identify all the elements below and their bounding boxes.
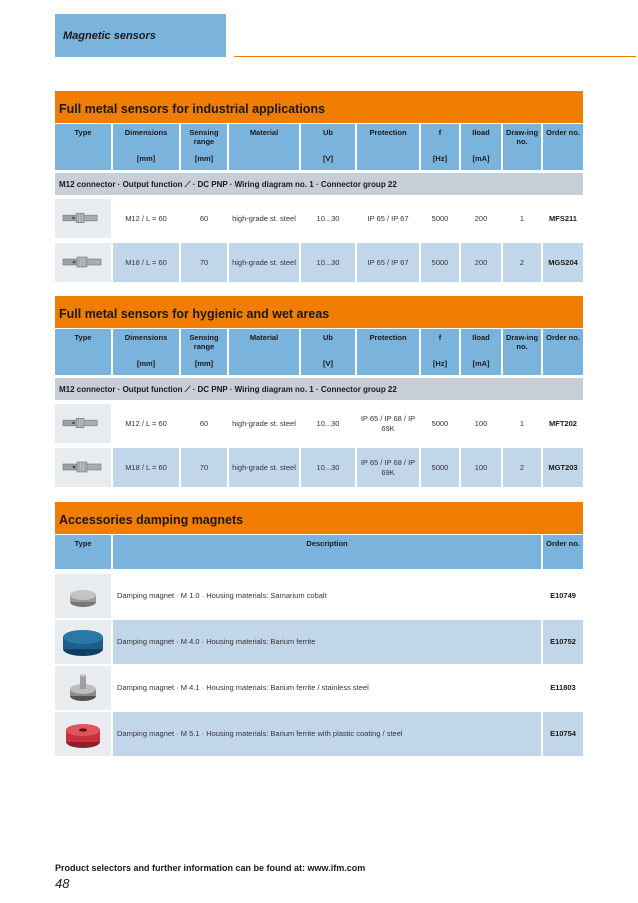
sensor-product-icon [62,416,100,435]
cell-frequency: 5000 [421,243,459,282]
column-header-type [55,124,111,170]
column-label: Description [306,539,348,548]
column-label: Draw-ing no. [505,333,539,351]
cell-order-no: E11803 [543,666,583,710]
product-image-cell [55,404,111,443]
column-unit: [V] [323,154,333,163]
column-label: f [438,333,442,342]
column-header-description [113,535,541,569]
column-unit: [Hz] [432,154,448,163]
product-image-cell [55,243,111,282]
column-header-dimensions [113,329,179,375]
column-header-sensing-range [181,124,227,170]
column-unit: [mm] [194,359,214,368]
product-image-cell [55,666,111,710]
section-header-tab [55,14,226,57]
column-header-dimensions [113,124,179,170]
column-label: Type [74,333,92,342]
column-label: Order no. [546,128,580,137]
column-header-drawing-no [503,124,541,170]
cell-ub: 10...30 [301,199,355,238]
cell-order-no: E10749 [543,574,583,618]
cell-order-no: E10752 [543,620,583,664]
cell-material: high-grade st. steel [229,448,299,487]
cell-dimensions: M18 / L = 60 [113,448,179,487]
column-label: Ub [323,333,333,342]
cell-order-no: MGS204 [543,243,583,282]
column-label: Iload [472,128,490,137]
product-image-cell [55,620,111,664]
cell-dimensions: M12 / L = 60 [113,404,179,443]
column-label: Type [74,128,92,137]
cell-iload: 100 [461,448,501,487]
product-image-cell [55,448,111,487]
column-header-order-no [543,124,583,170]
column-header-ub [301,124,355,170]
connector-group-text: M12 connector · Output function ⟋ · DC PNP · Wiring diagram no. 1 · Connector group 22 [59,385,397,394]
column-header-iload [461,329,501,375]
column-label: Ub [323,128,333,137]
cell-sensing-range: 60 [181,404,227,443]
column-unit: [mm] [194,154,214,163]
column-label: Draw-ing no. [505,128,539,146]
column-label: Protection [369,333,407,342]
column-label: Sensing range [189,128,219,146]
column-header-order-no [543,329,583,375]
cell-sensing-range: 60 [181,199,227,238]
cell-description: Damping magnet · M 5.1 · Housing materials: Barium ferrite with plastic coating / steel [113,712,541,756]
cell-material: high-grade st. steel [229,199,299,238]
cell-drawing-no: 1 [503,404,541,443]
cell-material: high-grade st. steel [229,404,299,443]
column-unit: [V] [323,359,333,368]
grey-disc-magnet-icon [61,580,105,617]
cell-frequency: 5000 [421,404,459,443]
column-label: Protection [369,128,407,137]
cell-ub: 10...30 [301,448,355,487]
product-image-cell [55,199,111,238]
column-label: Type [74,539,92,548]
cell-drawing-no: 2 [503,448,541,487]
cell-frequency: 5000 [421,199,459,238]
column-header-frequency [421,124,459,170]
sensor-product-icon [62,211,100,230]
column-label: Dimensions [124,333,168,342]
cell-protection: IP 65 / IP 67 [357,199,419,238]
connector-group-bar [55,173,583,195]
cell-ub: 10...30 [301,404,355,443]
column-header-type [55,329,111,375]
column-header-protection [357,329,419,375]
column-label: Iload [472,333,490,342]
cell-protection: IP 65 / IP 67 [357,243,419,282]
cell-order-no: MFT202 [543,404,583,443]
column-unit: [Hz] [432,359,448,368]
cell-frequency: 5000 [421,448,459,487]
column-label: Dimensions [124,128,168,137]
cell-iload: 100 [461,404,501,443]
cell-sensing-range: 70 [181,243,227,282]
column-header-type [55,535,111,569]
column-label: Sensing range [189,333,219,351]
cell-dimensions: M18 / L = 60 [113,243,179,282]
column-header-protection [357,124,419,170]
cell-order-no: MFS211 [543,199,583,238]
section-title-bar [55,296,583,328]
section-title: Accessories damping magnets [59,513,244,527]
page-number: 48 [55,876,70,891]
cell-material: high-grade st. steel [229,243,299,282]
cell-drawing-no: 1 [503,199,541,238]
section-title: Full metal sensors for hygienic and wet areas [59,307,330,321]
column-label: Material [249,333,279,342]
column-header-material [229,124,299,170]
column-header-frequency [421,329,459,375]
product-image-cell [55,574,111,618]
header-rule [234,56,636,57]
column-label: Order no. [546,539,580,548]
connector-group-text: M12 connector · Output function ⟋ · DC PNP · Wiring diagram no. 1 · Connector group 22 [59,180,397,189]
column-unit: [mm] [136,359,156,368]
cell-description: Damping magnet · M 4.1 · Housing materials: Barium ferrite / stainless steel [113,666,541,710]
cell-ub: 10...30 [301,243,355,282]
steel-magnet-with-pin-icon [61,672,105,709]
blue-disc-magnet-icon [61,624,105,665]
column-label: Material [249,128,279,137]
column-unit: [mA] [472,154,490,163]
sensor-product-icon [62,255,102,274]
column-header-ub [301,329,355,375]
column-label: Order no. [546,333,580,342]
sensor-product-icon [62,460,102,479]
cell-dimensions: M12 / L = 60 [113,199,179,238]
cell-iload: 200 [461,243,501,282]
column-label: f [438,128,442,137]
column-header-material [229,329,299,375]
cell-iload: 200 [461,199,501,238]
cell-protection: IP 65 / IP 68 / IP 69K [357,404,419,443]
footer-text: Product selectors and further information can be found at: www.ifm.com [55,863,366,873]
column-header-sensing-range [181,329,227,375]
connector-group-bar [55,378,583,400]
section-title-bar [55,91,583,123]
red-ring-magnet-icon [61,718,105,757]
column-header-order [543,535,583,569]
cell-drawing-no: 2 [503,243,541,282]
column-header-drawing-no [503,329,541,375]
product-image-cell [55,712,111,756]
cell-description: Damping magnet · M 1.0 · Housing materials: Samarium cobalt [113,574,541,618]
cell-protection: IP 65 / IP 68 / IP 69K [357,448,419,487]
column-header-iload [461,124,501,170]
cell-order-no: E10754 [543,712,583,756]
cell-description: Damping magnet · M 4.0 · Housing materials: Barium ferrite [113,620,541,664]
column-unit: [mm] [136,154,156,163]
section-title-bar [55,502,583,534]
column-unit: [mA] [472,359,490,368]
cell-order-no: MGT203 [543,448,583,487]
cell-sensing-range: 70 [181,448,227,487]
section-header-title: Magnetic sensors [63,30,156,42]
section-title: Full metal sensors for industrial applications [59,102,326,116]
